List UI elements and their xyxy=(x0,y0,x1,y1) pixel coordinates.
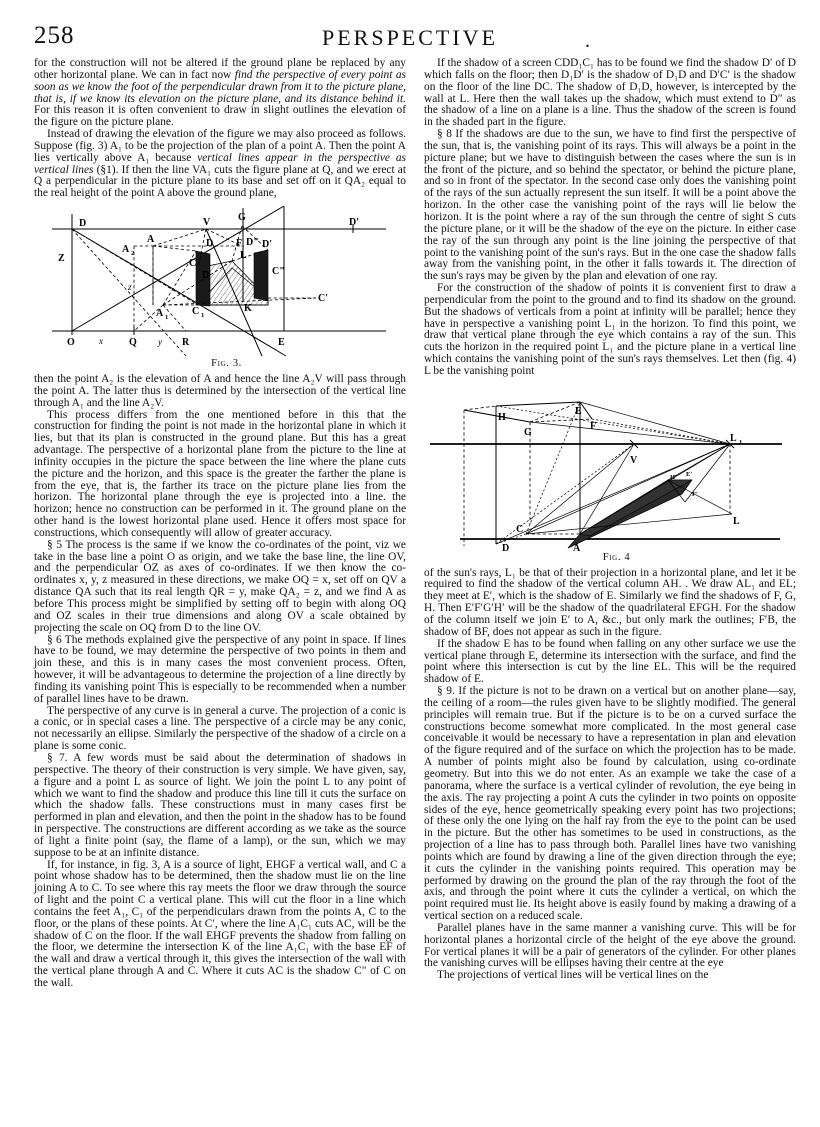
svg-text:R: R xyxy=(182,337,190,349)
svg-text:A: A xyxy=(147,234,155,246)
svg-text:C": C" xyxy=(272,266,285,278)
svg-text:F': F' xyxy=(692,490,698,498)
svg-text:E: E xyxy=(575,405,582,417)
page-title: PERSPECTIVE xyxy=(321,25,499,50)
svg-text:A: A xyxy=(122,244,130,256)
svg-text:Z: Z xyxy=(58,253,65,265)
paragraph: § 5 The process is the same if we know the co-ordinates of the point, viz we take in the base line a point O as origin, and we take the base line, the line OV, and the perpendicular OZ as axes of co-ordinates. If we then know the co-ordinates x, y, z measured in these directions, we make OQ = x, set off on QV a distance QA such that its real length QR = y, make QA₂ = z, and we find A as before This process might be simplified by setting off to begin with along OQ and OZ scales in their true dimensions and along OV a scale obtained by projecting the scale on OQ from D to the line OV. xyxy=(34,538,406,634)
svg-text:C: C xyxy=(516,523,524,535)
svg-text:F: F xyxy=(590,420,597,432)
svg-text:D: D xyxy=(79,218,87,230)
svg-text:D': D' xyxy=(349,217,359,229)
paragraph: Instead of drawing the elevation of the figure we may also proceed as follows. Suppose (fig. 3) A₁ to be the projection of the plan of a point A. Then the point A lies vertically above A₁ because vertical lines appear in the perspective as vertical lines (§1). If then the line VA₁ cuts the figure plane at Q, and we erect at Q a perpendicular in the picture plane to its base and set off on it QA₂ equal to the real height of the point A above the ground plane, xyxy=(34,128,406,200)
page-number: 258 xyxy=(34,22,75,49)
svg-text:Q: Q xyxy=(129,337,137,349)
svg-text:G: G xyxy=(524,426,532,438)
svg-text:V: V xyxy=(630,454,638,466)
figure-4 xyxy=(424,384,796,564)
paragraph: Parallel planes have in the same manner a vanishing curve. This will be for horizontal planes a horizontal circle of the height of the eye above the ground. For vertical planes it will be a pair of generators of the cylinder. For other planes the vanishing curves will be ellipses having their centre at the eye xyxy=(424,921,796,970)
svg-text:K: K xyxy=(244,303,252,315)
figure-4-caption: Fig. 4 xyxy=(602,551,631,563)
svg-text:D: D xyxy=(202,270,210,282)
figure-4-drawing xyxy=(430,384,790,552)
paragraph: If the shadow of a screen CDD₁C₁ has to be found we find the shadow D′ of D which falls on the floor; then D₁D′ is the shadow of D₁D and D′C′ is the shadow on the floor of the line DC. The shadow of D₁D, however, is intercepted by the wall at L. Here then the wall takes up the shadow, which must extend to D″ as the shadow of a line on a plane is a line. Thus the shadow of the screen is found in the shaded part in the figure. xyxy=(424,57,796,129)
svg-text:D: D xyxy=(206,238,214,250)
paragraph: then the point A₂ is the elevation of A and hence the line A₂V will pass through the point A. The latter thus is determined by the intersection of the vertical line through A₁ and the line A₂V. xyxy=(34,372,406,409)
paragraph: for the construction will not be altered if the ground plane be replaced by any other horizontal plane. We can in fact now find the perspective of every point as soon as we know the foot of the perpendicular drawn from it to the picture plane, that is, if we know its elevation on the picture plane, and its distance behind it. For this reason it is often convenient to draw in slight outlines the elevation of the figure on the picture plane. xyxy=(34,57,406,129)
paragraph: § 7. A few words must be said about the determination of shadows in perspective. The theory of their construction is very simple. We have given, say, a figure and a point L as source of light. We join the point L to any point of which we want to find the shadow and produce this line till it cuts the surface on which the shadow falls. These constructions must in many cases first be performed in plan and elevation, and then the point in the shadow has to be found in perspective. The constructions are different according as we take as the source of light a finite point (say, the flame of a lamp), or the sun, which we may suppose to be at an infinite distance. xyxy=(34,751,406,859)
svg-text:C': C' xyxy=(318,293,328,305)
paragraph: of the sun's rays, L₁ be that of their projection in a horizontal plane, and let it be required to find the shadow of the vertical column AH. . We draw AL₁ and EL; they meet at E′, which is the shadow of E. Similarly we find the shadows of F, G, H. Then E′F′G′H′ will be the shadow of the quadrilateral EFGH. For the shadow of the column itself we join E′ to A, &c., but only mark the outlines; F′B, the shadow of BF, does not appear as such in the figure. xyxy=(424,566,796,638)
svg-text:H: H xyxy=(498,411,506,423)
svg-text:V: V xyxy=(203,217,211,229)
paragraph: This process differs from the one mentioned before in this that the construction for finding the point is not made in the horizontal plane in which it lies, but that its plan is constructed in the ground plane. But this has a great advantage. The perspective of a horizontal plane from the picture to the line at infinity occupies in the picture the space between the line where the plane cuts the picture and the horizon, and this space is the greater the farther the plane is from the eye, that is, the farther its trace on the picture plane lies from the horizon. The horizontal plane through the eye is projected into a line. the horizon; hence no construction can be performed in it. The ground plane on the other hand is the lowest horizontal plane used. Hence it offers most space for constructions, which consequently will allow of greater accuracy. xyxy=(34,408,406,539)
svg-text:F: F xyxy=(236,238,243,250)
running-head xyxy=(0,22,820,56)
svg-text:H': H' xyxy=(670,473,677,481)
svg-text:C: C xyxy=(192,306,200,318)
paragraph: If the shadow E has to be found when falling on any other surface we use the vertical plane through E, determine its intersection with the surface, and find the point where this intersection is cut by the line EL. This will be the required shadow of E. xyxy=(424,637,796,686)
paragraph: If, for instance, in fig. 3, A is a source of light, EHGF a vertical wall, and C a point whose shadow has to be determined, then the shadow must lie on the line joining A to C. To see where this ray meets the floor we draw through the source of light and the point C a vertical plane. This will cut the floor in a line which contains the feet A₁, C₁ of the perpendiculars drawn from the points A, C to the floor, or the plans of these points. At C′, where the line A₁C₁ cuts AC, will be the shadow of C on the floor. If the wall EHGF prevents the shadow from falling on the floor, we determine the intersection K of the line A₁C₁ with the base EF of the wall and draw a vertical through it, this gives the intersection of the wall with the vertical plane through A and C. Where it cuts AC is the shadow C" of C on the wall. xyxy=(34,858,406,989)
header-mark: . xyxy=(585,30,590,52)
svg-text:E: E xyxy=(278,337,285,349)
svg-text:A: A xyxy=(573,542,581,552)
svg-text:D: D xyxy=(502,542,510,552)
paragraph: § 6 The methods explained give the perspective of any point in space. If lines have to be found, we may determine the perspective of two points in them and join these, and this is in many cases the most convenient process. Often, however, it will be advantageous to determine the projection of a line directly by finding its vanishing point This is especially to be recommended when a number of parallel lines have to be drawn. xyxy=(34,633,406,705)
svg-text:2: 2 xyxy=(131,250,135,258)
svg-text:y: y xyxy=(158,337,162,348)
svg-text:D': D' xyxy=(262,239,272,251)
figure-3 xyxy=(34,206,406,370)
figure-3-caption: Fig. 3. xyxy=(211,358,242,370)
paragraph: § 9. If the picture is not to be drawn on a vertical but on another plane—say, the ceiling of a room—the rules given have to be slightly modified. The general principles will remain true. But if the picture is to be on a curved surface the constructions become somewhat more complicated. In the most general case conceivable it would be necessary to have a representation in plan and elevation of the figure required and of the surface on which the projection has to be made. A number of points might also be found by calculation, using co-ordinate geometry. But into this we do not enter. As an example we take the case of a panorama, where the surface is a vertical cylinder of revolution, the eye being in the axis. The ray projecting a point A cuts the cylinder in two points on opposite sides of the eye, hence geometrically speaking every point has two projections; of these only the one lying on the half ray from the eye to the point can be used in the picture. But the other has sometimes to be used in constructions, as the projection of a line has to pass through both. Parallel lines have two vanishing points which are found by drawing a line of the given direction through the eye; it cuts the cylinder in the vanishing points required. This operation may be performed by drawing on the ground the plan of the ray through the foot of the axis, and through the point where it cuts the cylinder a vertical, on which the point required must lie. Its height above is easily found by making a drawing of a vertical section on a reduced scale. xyxy=(424,685,796,923)
svg-text:L: L xyxy=(733,515,740,527)
svg-text:x: x xyxy=(99,336,103,347)
paragraph: For the construction of the shadow of points it is convenient first to draw a perpendicular from the point to the ground and to find its shadow on the ground. But the shadows of verticals from a point at infinity will be parallel; hence they have in perspective a vanishing point L₁ in the horizon. To find this point, we draw that vertical plane through the eye which contains a ray of the sun. This cuts the horizon in the required point L₁ and the picture plane in a vertical line which contains the vanishing point of the sun's rays themselves. Let then (fig. 4) L be the vanishing point xyxy=(424,282,796,377)
svg-text:D": D" xyxy=(246,237,259,249)
paragraph: The perspective of any curve is in general a curve. The projection of a conic is a conic, or in special cases a line. The perspective of a circle may be any conic, not necessarily an ellipse. Similarly the perspective of the shadow of a circle on a plane is some conic. xyxy=(34,704,406,753)
svg-text:L: L xyxy=(240,250,247,262)
svg-text:1: 1 xyxy=(165,314,169,322)
paragraph: § 8 If the shadows are due to the sun, we have to find first the perspective of the sun, that is, the vanishing point of its rays. This will always be a point in the picture plane; but we have to distinguish between the cases where the sun is in the front of the picture, and so behind the spectator, or behind the picture plane, and so in front of the spectator. In the second case only does the vanishing point of the rays of the sun actually represent the sun itself. It will be a point above the horizon. In the other case the vanishing point of the rays will lie below the horizon. It is the point where a ray of the sun through the centre of sight S cuts the picture plane, or it will be the shadow of the eye on the picture. In either case the ray of the sun through any point is the line joining the perspective of that point to the vanishing point of the sun's rays. But in the one case the shadow falls away from the vanishing point, in the other it falls towards it. The direction of the sun's rays may be given by the plan and elevation of one ray. xyxy=(424,128,796,283)
right-column xyxy=(424,58,796,982)
svg-text:C: C xyxy=(189,258,197,270)
figure-3-drawing xyxy=(46,206,394,358)
svg-text:A: A xyxy=(156,308,164,320)
paragraph: The projections of vertical lines will be vertical lines on the xyxy=(437,969,709,982)
svg-text:1: 1 xyxy=(739,438,743,446)
svg-text:O: O xyxy=(67,337,75,349)
svg-text:L: L xyxy=(730,432,737,444)
svg-text:1: 1 xyxy=(201,312,205,320)
svg-text:G: G xyxy=(238,212,246,224)
svg-text:z: z xyxy=(128,282,132,293)
left-column xyxy=(34,58,406,990)
svg-text:E': E' xyxy=(686,470,693,478)
